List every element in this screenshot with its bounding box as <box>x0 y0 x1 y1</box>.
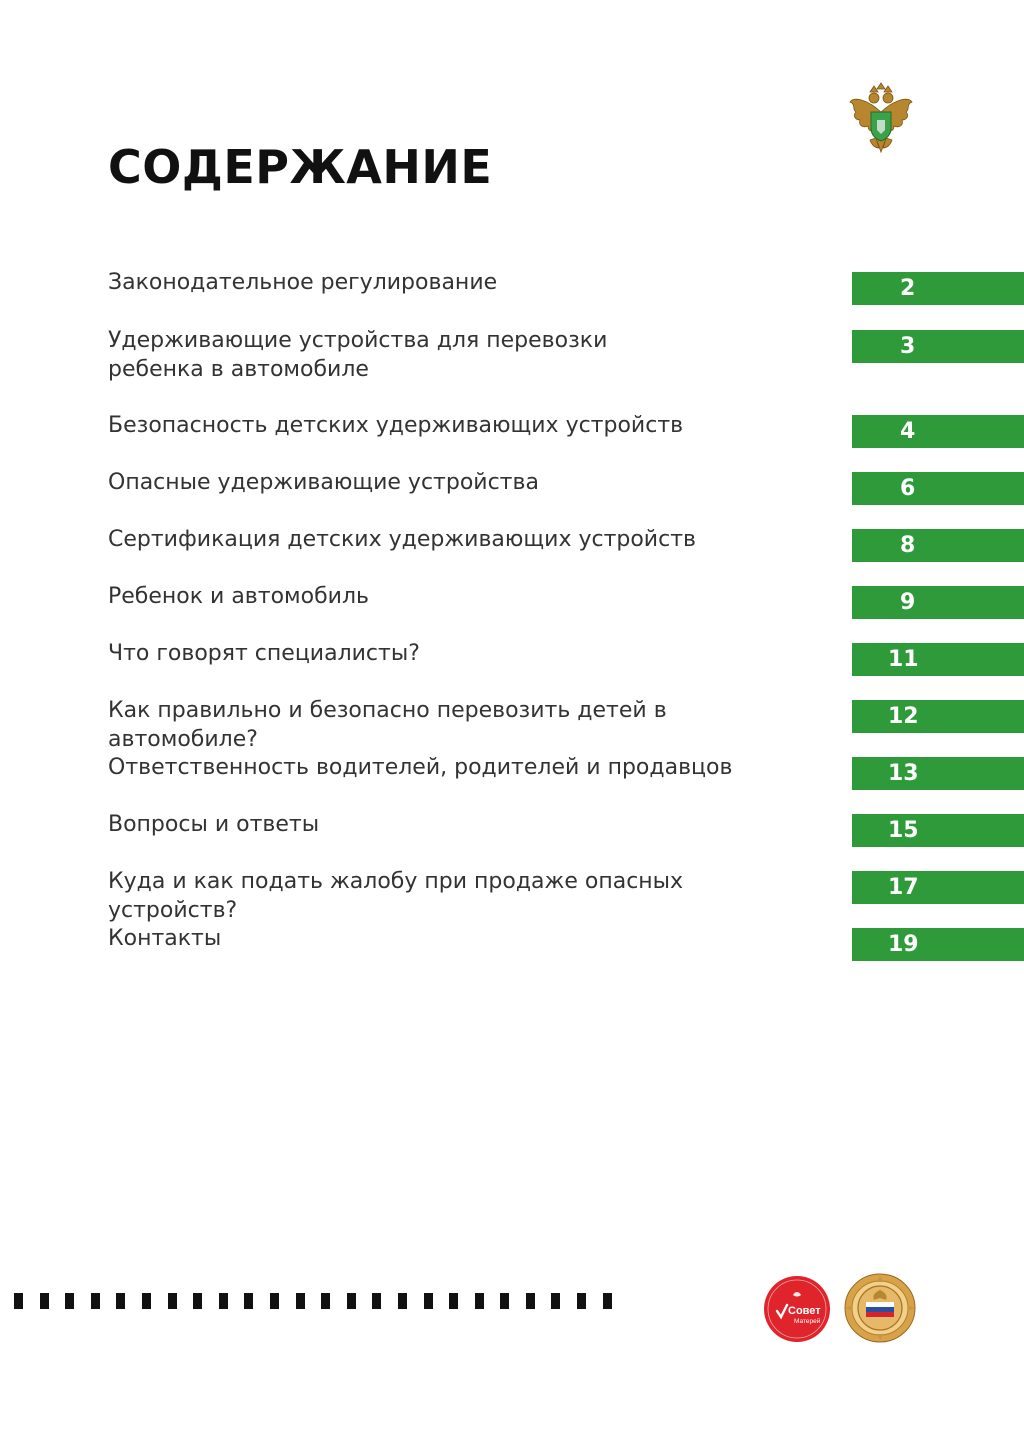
toc-item-title: Сертификация детских удерживающих устройств <box>108 527 696 552</box>
toc-page-number: 6 <box>852 472 1024 505</box>
toc-page-number: 19 <box>852 928 1024 961</box>
toc-item-title: Куда и как подать жалобу при продаже опасных устройств? <box>108 869 684 923</box>
toc-page-number: 15 <box>852 814 1024 847</box>
toc-item-title: Удерживающие устройства для перевозки ребенка в автомобиле <box>108 328 608 382</box>
toc-page-number: 17 <box>852 871 1024 904</box>
toc-item-title: Ребенок и автомобиль <box>108 584 369 609</box>
sovet-materey-logo-icon <box>763 1275 831 1343</box>
toc-item-title: Законодательное регулирование <box>108 270 498 295</box>
toc-item-title: Ответственность водителей, родителей и продавцов <box>108 755 733 780</box>
toc-page-number: 12 <box>852 700 1024 733</box>
page-title: СОДЕРЖАНИЕ <box>108 140 493 194</box>
toc-page-number: 2 <box>852 272 1024 305</box>
toc-page-number: 8 <box>852 529 1024 562</box>
toc-item-title: Контакты <box>108 926 222 951</box>
toc-item-title: Опасные удерживающие устройства <box>108 470 539 495</box>
toc-item-title: Вопросы и ответы <box>108 812 320 837</box>
toc-page-number: 11 <box>852 643 1024 676</box>
gibdd-badge-icon <box>842 1272 918 1344</box>
toc-page-number: 4 <box>852 415 1024 448</box>
toc-item-title: Как правильно и безопасно перевозить детей в автомобиле? <box>108 698 667 752</box>
toc-page-number: 3 <box>852 330 1024 363</box>
svg-text:Совет: Совет <box>788 1305 821 1317</box>
russian-eagle-emblem-icon <box>846 82 916 156</box>
toc-item-title: Безопасность детских удерживающих устройств <box>108 413 684 438</box>
toc-page-number: 9 <box>852 586 1024 619</box>
svg-text:Матерей: Матерей <box>794 1318 821 1325</box>
toc-item-title: Что говорят специалисты? <box>108 641 420 666</box>
toc-page-number: 13 <box>852 757 1024 790</box>
decorative-dash-line <box>14 1293 628 1309</box>
